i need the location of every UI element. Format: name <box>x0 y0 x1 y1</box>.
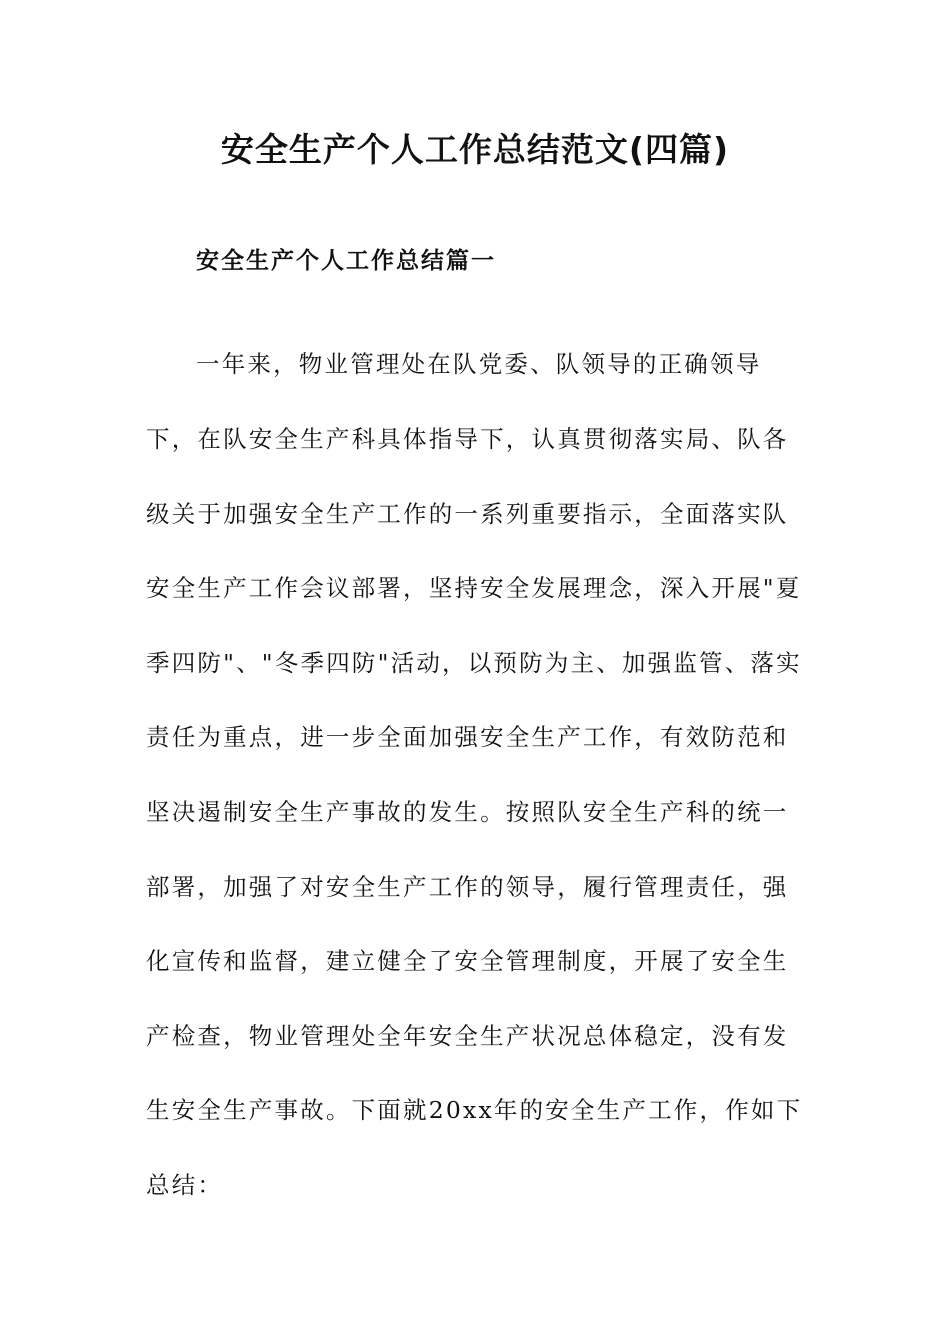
paragraph-line: 安全生产工作会议部署，坚持安全发展理念，深入开展"夏 <box>146 574 802 602</box>
paragraph-line: 生安全生产事故。下面就20xx年的安全生产工作，作如下 <box>146 1096 803 1124</box>
paragraph-line: 级关于加强安全生产工作的一系列重要指示，全面落实队 <box>146 500 789 528</box>
paragraph-line: 总结： <box>146 1171 224 1199</box>
paragraph-line: 一年来，物业管理处在队党委、队领导的正确领导 <box>196 350 762 378</box>
paragraph-line: 季四防"、"冬季四防"活动，以预防为主、加强监管、落实 <box>146 649 802 677</box>
document-title: 安全生产个人工作总结范文(四篇) <box>220 130 730 169</box>
section-heading: 安全生产个人工作总结篇一 <box>196 248 496 274</box>
paragraph-line: 责任为重点，进一步全面加强安全生产工作，有效防范和 <box>146 723 789 751</box>
paragraph-line: 化宣传和监督，建立健全了安全管理制度，开展了安全生 <box>146 947 789 975</box>
paragraph-line: 坚决遏制安全生产事故的发生。按照队安全生产科的统一 <box>146 798 789 826</box>
paragraph-line: 部署，加强了对安全生产工作的领导，履行管理责任，强 <box>146 873 789 901</box>
paragraph-line: 下，在队安全生产科具体指导下，认真贯彻落实局、队各 <box>146 425 789 453</box>
paragraph-line: 产检查，物业管理处全年安全生产状况总体稳定，没有发 <box>146 1022 789 1050</box>
